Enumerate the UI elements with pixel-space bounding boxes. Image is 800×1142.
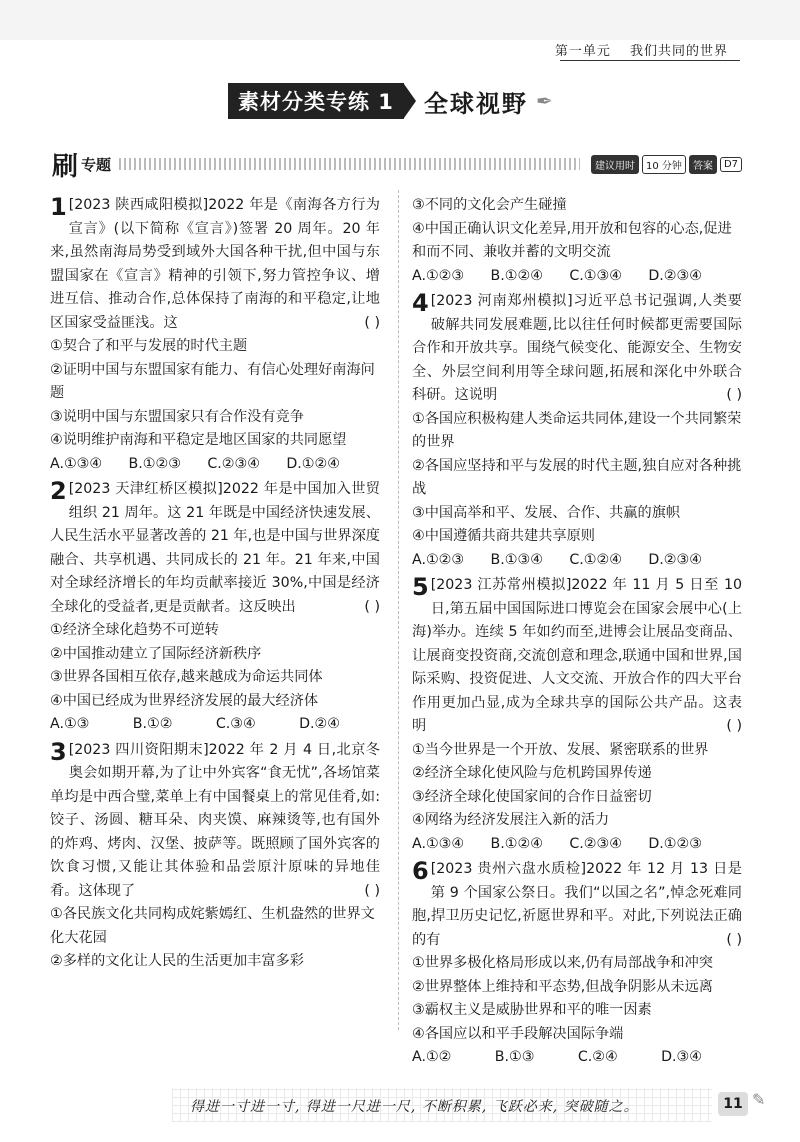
choice-b: B.①②④ <box>490 835 543 852</box>
option: ①各国应积极构建人类命运共同体,建设一个共同繁荣的世界 <box>412 410 742 450</box>
choice-a: A.①③④ <box>412 835 465 852</box>
choice-a: A.①②③ <box>412 267 465 284</box>
dotted-divider <box>119 158 580 170</box>
choice-b: B.①③ <box>494 1049 535 1065</box>
option: ③不同的文化会产生碰撞 <box>412 197 567 213</box>
option: ③霸权主义是威胁世界和平的唯一因素 <box>412 1002 652 1018</box>
choice-b: B.①② <box>132 716 173 732</box>
question-stem: [2023 四川资阳期末]2022 年 2 月 4 日,北京冬奥会如期开幕,为了让中外宾客“食无忧”,各场馆菜单均是中西合璧,菜单上有中国餐桌上的常见佳肴,如:饺子、汤圆、糖耳朵、肉夹馍、麻辣烫等,也有国外的炸鸡、烤肉、汉堡、披萨等。既照顾了国外宾客的饮食习惯,又能让其体验和品尝原汁原味的异地佳肴。这体现了 <box>50 741 380 899</box>
choice-c: C.①③④ <box>569 267 622 284</box>
section-icon-char: 刷 <box>52 151 79 182</box>
page-banner <box>228 84 553 118</box>
choice-d: D.①②③ <box>648 835 702 852</box>
choice-a: A.①③④ <box>50 455 103 472</box>
section-title: 专题 <box>81 155 112 174</box>
answer-blank: ( ) <box>726 718 742 734</box>
pen-icon: ✎ <box>752 1090 766 1109</box>
option: ②证明中国与东盟国家有能力、有信心处理好南海问题 <box>50 361 375 401</box>
answer-choices <box>412 833 742 857</box>
option: ④中国遵循共商共建共享原则 <box>412 528 595 544</box>
option: ④各国应以和平手段解决国际争端 <box>412 1025 624 1042</box>
question-number: 6 <box>412 857 429 885</box>
question-stem: [2023 天津红桥区模拟]2022 年是中国加入世贸组织 21 周年。这 21 年既是中国经济快速发展、人民生活水平显著改善的 21 年,也是中国与世界深度融合、共享机遇、共同成长的 21 年。21 年来,中国对全球经济增长的年均贡献率接近 30%,中国是经济全球化的受益者,更是贡献者。这反映出 <box>50 481 380 615</box>
choice-c: C.②④ <box>577 1049 618 1065</box>
answer-choices <box>412 549 742 573</box>
option: ②多样的文化让人民的生活更加丰富多彩 <box>50 953 304 969</box>
answer-choices <box>50 713 380 737</box>
top-strip <box>0 0 800 40</box>
question-number: 2 <box>50 477 67 505</box>
answer-blank: ( ) <box>726 387 742 403</box>
section-header <box>52 150 742 182</box>
choice-a: A.①③ <box>50 716 90 732</box>
answer-choices <box>412 1046 742 1070</box>
question-2 <box>50 478 380 737</box>
footer-motto: 得进一寸进一寸, 得进一尺进一尺, 不断积累, 飞跃必来, 突破随之。 <box>190 1099 639 1115</box>
unit-rule <box>560 60 740 61</box>
question-stem: [2023 贵州六盘水质检]2022 年 12 月 13 日是第 9 个国家公祭日。我们“以国之名”,悼念死难同胞,捍卫历史记忆,祈愿世界和平。对此,下列说法正确的有 <box>412 861 742 948</box>
question-number: 1 <box>50 193 67 221</box>
choice-d: D.①②④ <box>286 455 340 472</box>
answer-choices <box>412 265 742 289</box>
footer-motto-box <box>172 1088 712 1122</box>
answer-blank: ( ) <box>364 882 380 899</box>
column-divider <box>398 190 399 1030</box>
option: ③中国高举和平、发展、合作、共赢的旗帜 <box>412 504 681 521</box>
option: ②经济全球化使风险与危机跨国界传递 <box>412 765 652 781</box>
unit-label: 第一单元 <box>554 44 611 59</box>
banner-label: 素材分类专练 1 <box>228 83 404 119</box>
question-1 <box>50 194 380 476</box>
question-6 <box>412 858 742 1070</box>
option: ②世界整体上维持和平态势,但战争阴影从未远离 <box>412 978 713 995</box>
question-stem: [2023 河南郑州模拟]习近平总书记强调,人类要破解共同发展难题,比以往任何时候都更需要国际合作和开放共享。围绕气候变化、能源安全、生物安全、外层空间利用等全球问题,拓展和深化中外联合科研。这说明 <box>412 293 742 403</box>
option: ③世界各国相互依存,越来越成为命运共同体 <box>50 669 323 685</box>
banner-title: 全球视野 <box>423 89 528 118</box>
feather-pen-icon: ✒ <box>535 89 553 113</box>
left-column <box>50 194 380 976</box>
choice-b: B.①②④ <box>490 267 543 284</box>
option: ①当今世界是一个开放、发展、紧密联系的世界 <box>412 741 709 758</box>
question-5 <box>412 574 742 856</box>
option: ③经济全球化使国家间的合作日益密切 <box>412 788 652 805</box>
page-number: 11 <box>718 1092 748 1116</box>
unit-title: 我们共同的世界 <box>629 44 728 59</box>
question-stem: [2023 江苏常州模拟]2022 年 11 月 5 日至 10 日,第五届中国国际进口博览会在国家会展中心(上海)举办。连续 5 年如约而至,进博会让展品变商品、让展商变投资商,交流创意和理念,联通中国和世界,国际采购、投资促进、人文交流、开放合作的四大平台作用更加凸显,成为全球共享的国际公共产品。这表明 <box>412 577 742 734</box>
choice-a: A.①② <box>412 1049 452 1065</box>
unit-header <box>541 40 728 59</box>
question-number: 4 <box>412 289 429 317</box>
choice-a: A.①②③ <box>412 551 465 568</box>
choice-c: C.②③④ <box>207 455 260 472</box>
question-3 <box>50 739 380 974</box>
option: ④中国正确认识文化差异,用开放和包容的心态,促进和而不同、兼收并蓄的文明交流 <box>412 220 732 260</box>
choice-c: C.②③④ <box>569 835 622 852</box>
choice-d: D.②③④ <box>648 267 702 284</box>
option: ①契合了和平与发展的时代主题 <box>50 338 248 354</box>
option: ④网络为经济发展注入新的活力 <box>412 812 610 828</box>
choice-c: C.①②④ <box>569 551 622 568</box>
option: ④说明维护南海和平稳定是地区国家的共同愿望 <box>50 432 347 448</box>
time-label: 建议用时 <box>591 155 639 174</box>
question-number: 5 <box>412 573 429 601</box>
choice-d: D.②④ <box>299 716 340 732</box>
option: ②各国应坚持和平与发展的时代主题,独自应对各种挑战 <box>412 457 742 497</box>
answer-blank: ( ) <box>364 598 380 615</box>
choice-d: D.②③④ <box>648 551 702 568</box>
question-stem: [2023 陕西咸阳模拟]2022 年是《南海各方行为宣言》(以下简称《宣言》)签署 20 周年。20 年来,虽然南海局势受到域外大国各种干扰,但中国与东盟国家在《宣言》精神的引领下,努力管控争议、增进互信、推动合作,总体保持了南海的和平稳定,让地区国家受益匪浅。这 <box>50 197 380 331</box>
answer-blank: ( ) <box>364 314 380 331</box>
option: ①世界多极化格局形成以来,仍有局部战争和冲突 <box>412 955 713 971</box>
option: ②中国推动建立了国际经济新秩序 <box>50 645 262 662</box>
choice-c: C.③④ <box>215 716 256 732</box>
answer-choices <box>50 453 380 477</box>
answer-label: 答案 <box>689 155 717 174</box>
option: ①经济全球化趋势不可逆转 <box>50 622 219 638</box>
time-value: 10 分钟 <box>642 155 686 174</box>
question-4 <box>412 290 742 572</box>
question-3-continued <box>412 194 742 288</box>
option: ④中国已经成为世界经济发展的最大经济体 <box>50 692 319 709</box>
answer-blank: ( ) <box>726 931 742 948</box>
answer-page: D7 <box>720 157 742 172</box>
question-number: 3 <box>50 737 67 766</box>
right-column <box>412 194 742 1072</box>
option: ①各民族文化共同构成姹紫嫣红、生机盎然的世界文化大花园 <box>50 906 375 946</box>
banner-arrow <box>404 84 416 118</box>
choice-b: B.①③④ <box>490 551 543 568</box>
choice-b: B.①②③ <box>128 455 181 472</box>
option: ③说明中国与东盟国家只有合作没有竞争 <box>50 408 304 425</box>
choice-d: D.③④ <box>661 1049 702 1065</box>
